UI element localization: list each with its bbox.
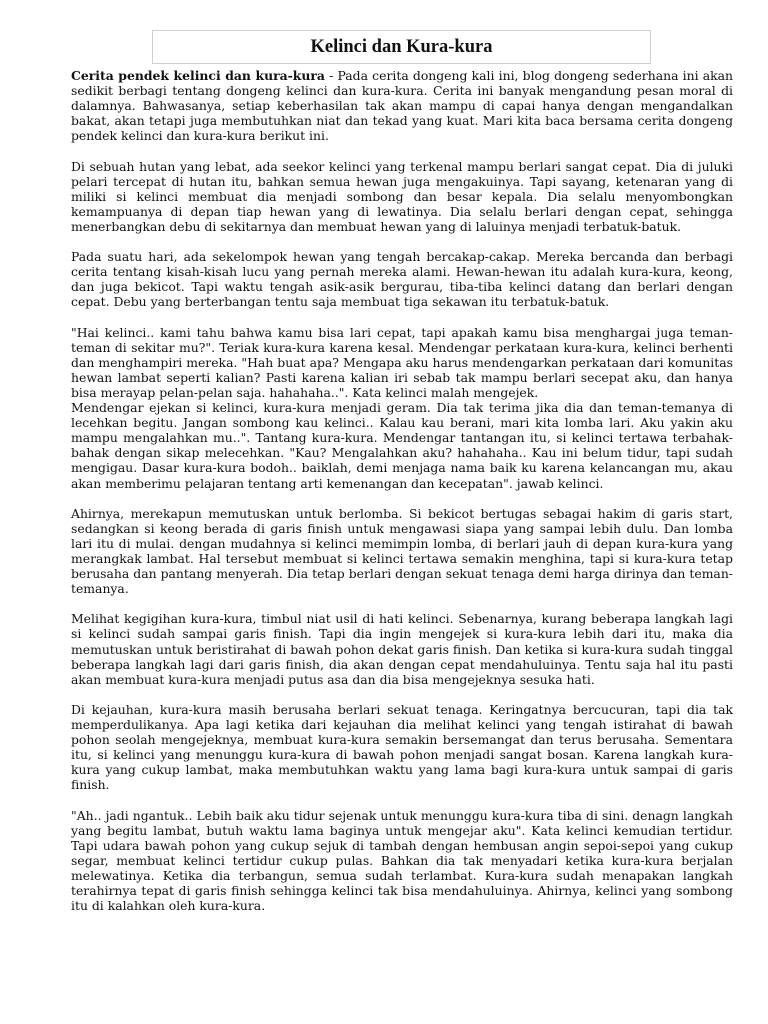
paragraph-2: Pada suatu hari, ada sekelompok hewan yang tengah bercakap-cakap. Mereka bercanda dan berbagi cerita tentang kisah-kisah lucu yang pernah mereka alami. Hewan-hewan itu adalah kura-kura, keong, dan juga bekicot. Tapi waktu tengah asik-asik bergurau, tiba-tiba kelinci datang dan berlari dengan cepat. Debu yang berterbangan tentu saja membuat tiga sekawan itu terbatuk-batuk.	[71, 249, 733, 310]
story-body	[71, 68, 733, 928]
page-title: Kelinci dan Kura-kura	[310, 36, 493, 57]
paragraph-8: "Ah.. jadi ngantuk.. Lebih baik aku tidur sejenak untuk menunggu kura-kura tiba di sini. denagn langkah yang begitu lambat, butuh waktu lama baginya untuk mengejar aku". Kata kelinci kemudian tertidur. Tapi udara bawah pohon yang cukup sejuk di tambah dengan hembusan angin sepoi-sepoi yang cukup segar, membuat kelinci tertidur cukup pulas. Bahkan dia tak menyadari ketika kura-kura berjalan melewatinya. Ketika dia terbangun, semua sudah terlambat. Kura-kura sudah menapakan langkah terahirnya tepat di garis finish sehingga kelinci tak bisa mendahuluinya. Ahirnya, kelinci yang sombong itu di kalahkan oleh kura-kura.	[71, 807, 733, 914]
paragraph-3: "Hai kelinci.. kami tahu bahwa kamu bisa lari cepat, tapi apakah kamu bisa menghargai juga teman-teman di sekitar mu?". Teriak kura-kura karena kesal. Mendengar perkataan kura-kura, kelinci berhenti dan menghampiri mereka. "Hah buat apa? Mengapa aku harus mendengarkan perkataan dari komunitas hewan lambat seperti kalian? Pasti karena kalian iri sebab tak mampu berlari secepat aku, dan hanya bisa merayap pelan-pelan saja. hahahaha..". Kata kelinci malah mengejek.	[71, 324, 733, 400]
paragraph-7: Di kejauhan, kura-kura masih berusaha berlari sekuat tenaga. Keringatnya bercucuran, tapi dia tak memperdulikanya. Apa lagi ketika dari kejauhan dia melihat kelinci yang tengah istirahat di bawah pohon seolah mengejeknya, membuat kura-kura semakin bersemangat dan terus berusaha. Sementara itu, si kelinci yang menunggu kura-kura di bawah pohon menjadi sangat bosan. Karena langkah kura-kura yang cukup lambat, maka membutuhkan waktu yang lama bagi kura-kura untuk sampai di garis finish.	[71, 701, 733, 793]
paragraph-4: Mendengar ejekan si kelinci, kura-kura menjadi geram. Dia tak terima jika dia dan teman-temanya di lecehkan begitu. Jangan sombong kau kelinci.. Kalau kau berani, mari kita lomba lari. Aku yakin aku mampu mengalahkan mu..". Tantang kura-kura. Mendengar tantangan itu, si kelinci tertawa terbahak-bahak dengan sikap melecehkan. "Kau? Mengalahkan aku? hahahaha.. Kau ini belum tidur, tapi sudah mengigau. Dasar kura-kura bodoh.. baiklah, demi menjaga nama baik ku karena kelancangan mu, akau akan memberimu pelajaran tentang arti kemenangan dan kecepatan". jawab kelinci.	[71, 400, 733, 491]
intro-lead: Cerita pendek kelinci dan kura-kura	[71, 68, 325, 83]
paragraph-5: Ahirnya, merekapun memutuskan untuk berlomba. Si bekicot bertugas sebagai hakim di garis start, sedangkan si keong berada di garis finish untuk mengawasi siapa yang sampai lebih dulu. Dan lomba lari itu di mulai. dengan mudahnya si kelinci memimpin lomba, di berlari jauh di depan kura-kura yang merangkak lambat. Hal tersebut membuat si kelinci tertawa semakin menghina, tapi si kura-kura tetap berusaha dan pantang menyerah. Dia tetap berlari dengan sekuat tenaga demi harga dirinya dan teman-temanya.	[71, 505, 733, 597]
title-box	[152, 30, 651, 64]
paragraph-6: Melihat kegigihan kura-kura, timbul niat usil di hati kelinci. Sebenarnya, kurang beberapa langkah lagi si kelinci sudah sampai garis finish. Tapi dia ingin mengejek si kura-kura lebih dari itu, maka dia memutuskan untuk beristirahat di bawah pohon dekat garis finish. Dan ketika si kura-kura sudah tinggal beberapa langkah lagi dari garis finish, dia akan dengan cepat mendahuluinya. Tentu saja hal itu pasti akan membuat kura-kura menjadi putus asa dan dia bisa mengejeknya sesuka hati.	[71, 611, 733, 687]
intro-paragraph	[71, 68, 733, 143]
paragraph-1: Di sebuah hutan yang lebat, ada seekor kelinci yang terkenal mampu berlari sangat cepat. Dia di juluki pelari tercepat di hutan itu, bahkan semua hewan juga mengakuinya. Tapi sayang, ketenaran yang di miliki si kelinci membuat dia menjadi sombong dan besar kepala. Dia selalu menyombongkan kemampuanya di depan tiap hewan yang di lewatinya. Dia selalu berlari dengan cepat, sehingga menerbangkan debu di sekitarnya dan membuat hewan yang di laluinya menjadi terbatuk-batuk.	[71, 158, 733, 234]
intro-text: - Pada cerita dongeng kali ini, blog dongeng sederhana ini akan sedikit berbagi tentang dongeng kelinci dan kura-kura. Cerita ini banyak mengandung pesan moral di dalamnya. Bahwasanya, setiap keberhasilan tak akan mampu di capai hanya dengan mengandalkan bakat, akan tetapi juga membutuhkan niat dan tekad yang kuat. Mari kita baca bersama cerita dongeng pendek kelinci dan kura-kura berikut ini.	[71, 68, 733, 144]
